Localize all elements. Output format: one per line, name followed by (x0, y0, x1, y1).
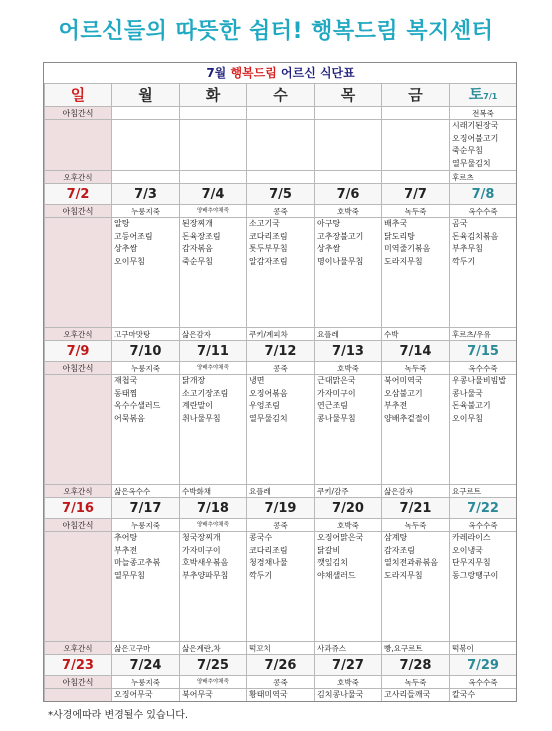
lunch-cell (382, 689, 450, 703)
dish-item: 추어탕 (114, 533, 138, 542)
dish-item: 콩나물무침 (317, 413, 356, 423)
dish-item (452, 702, 514, 703)
afternoon-snack-cell: 고구마맛탕 (112, 328, 180, 341)
dish-item: 오징어맑은국 (317, 533, 364, 542)
morning-snack-cell: 콩죽 (247, 205, 315, 218)
dish-item: 오징어불고기 (452, 133, 499, 143)
morning-snack-row (45, 107, 517, 120)
date-cell: 7/5 (247, 184, 315, 205)
afternoon-snack-cell: 빵,요구르트 (382, 642, 450, 655)
morning-snack-cell: 녹두죽 (382, 205, 450, 218)
date-row (45, 498, 517, 519)
dish-item: 콩나물국 (452, 388, 483, 398)
morning-snack-cell: 콩죽 (247, 362, 315, 375)
dish-item: 감자조림 (384, 545, 415, 555)
lunch-row (45, 689, 517, 703)
dish-item (317, 702, 379, 703)
lunch-row (45, 218, 517, 328)
lunch-cell (450, 375, 517, 485)
lunch-cell (247, 120, 315, 171)
date-cell: 7/11 (180, 341, 247, 362)
dish-item: 오이무침 (452, 413, 483, 423)
lunch-cell (45, 375, 112, 485)
date-cell: 7/10 (112, 341, 180, 362)
morning-snack-cell: 옥수수죽 (450, 362, 517, 375)
date-cell: 7/2 (45, 184, 112, 205)
afternoon-snack-cell: 요플레 (315, 328, 382, 341)
afternoon-snack-cell: 떡볶이 (450, 642, 517, 655)
morning-snack-cell: 옥수수죽 (450, 519, 517, 532)
row-label-morning-snack: 아침간식 (45, 362, 112, 375)
dish-item: 동그랑땡구이 (452, 570, 499, 580)
lunch-cell (180, 689, 247, 703)
lunch-row (45, 532, 517, 642)
lunch-cell (180, 120, 247, 171)
dish-item: 카레라이스 (452, 533, 491, 542)
afternoon-snack-cell: 쿠키/계피차 (247, 328, 315, 341)
dish-item: 상추쌈 (114, 244, 138, 253)
dish-item: 부추무침 (452, 244, 483, 253)
afternoon-snack-row (45, 485, 517, 498)
weekday-sat (450, 84, 517, 107)
date-cell: 7/16 (45, 498, 112, 519)
lunch-cell (112, 532, 180, 642)
morning-snack-cell (315, 107, 382, 120)
lunch-row (45, 120, 517, 171)
morning-snack-cell: 호박죽 (315, 519, 382, 532)
lunch-cell (315, 532, 382, 642)
lunch-cell (315, 120, 382, 171)
morning-snack-cell: 녹두죽 (382, 362, 450, 375)
dish-item: 부추전 (384, 401, 408, 410)
dish-item (249, 702, 312, 703)
morning-snack-cell: 누룽지죽 (112, 205, 180, 218)
date-row (45, 655, 517, 676)
morning-snack-cell: 옥수수죽 (450, 676, 517, 689)
dish-item: 소고기국 (249, 219, 280, 228)
dish-item: 깍두기 (249, 570, 273, 580)
dish-item: 청국장찌개 (182, 533, 221, 542)
morning-snack-cell: 양배추야채죽 (180, 519, 247, 532)
date-cell: 7/12 (247, 341, 315, 362)
date-cell: 7/6 (315, 184, 382, 205)
lunch-cell (180, 218, 247, 328)
morning-snack-cell: 녹두죽 (382, 519, 450, 532)
weekday-tue: 화 (180, 84, 247, 107)
lunch-cell (382, 375, 450, 485)
date-cell: 7/19 (247, 498, 315, 519)
morning-snack-cell: 양배추야채죽 (180, 676, 247, 689)
date-cell: 7/14 (382, 341, 450, 362)
date-cell: 7/4 (180, 184, 247, 205)
date-cell: 7/18 (180, 498, 247, 519)
title-rest: 어르신 식단표 (281, 65, 355, 80)
lunch-cell (112, 218, 180, 328)
dish-item: 오징어볶음 (249, 388, 288, 398)
dish-item: 알감자조림 (249, 256, 288, 266)
lunch-cell (45, 689, 112, 703)
dish-item: 부추전 (114, 545, 138, 555)
dish-item: 도라지무침 (384, 256, 423, 266)
morning-snack-cell (382, 107, 450, 120)
dish-item: 미역줄기볶음 (384, 244, 431, 253)
footnote: *사경에따라 변경될수 있습니다. (48, 710, 189, 721)
morning-snack-cell: 양배추야채죽 (180, 205, 247, 218)
afternoon-snack-cell: 삶은감자 (382, 485, 450, 498)
dish-item: 오이냉국 (452, 545, 483, 555)
lunch-cell (382, 532, 450, 642)
lunch-cell (247, 689, 315, 703)
lunch-cell (450, 120, 517, 171)
date-cell: 7/29 (450, 655, 517, 676)
dish-item: 도라지무침 (384, 570, 423, 580)
date-cell: 7/3 (112, 184, 180, 205)
dish-item: 시래기된장국 (452, 121, 499, 130)
row-label-afternoon-snack: 오후간식 (45, 485, 112, 498)
dish-item (114, 702, 177, 703)
dish-item: 아구탕 (317, 219, 341, 228)
dish-item: 취나물무침 (182, 413, 221, 423)
dish-item: 우엉조림 (249, 401, 280, 410)
afternoon-snack-cell: 떡꼬치 (247, 642, 315, 655)
dish-item: 재첩국 (114, 376, 138, 385)
weekday-fri: 금 (382, 84, 450, 107)
dish-item: 고등어조림 (114, 231, 153, 241)
morning-snack-row (45, 519, 517, 532)
morning-snack-cell (247, 107, 315, 120)
morning-snack-cell: 콩죽 (247, 519, 315, 532)
morning-snack-cell (180, 107, 247, 120)
date-cell: 7/28 (382, 655, 450, 676)
page-headline: 어르신들의 따뜻한 쉼터! 행복드림 복지센터 (58, 19, 494, 44)
dish-item: 마늘종고추볶 (114, 558, 161, 567)
dish-item: 단무지무침 (452, 558, 491, 567)
date-cell: 7/8 (450, 184, 517, 205)
date-row (45, 341, 517, 362)
lunch-cell (315, 689, 382, 703)
lunch-cell (315, 218, 382, 328)
dish-item: 우콩나물비빔밥 (452, 376, 507, 385)
weekday-sat-date: 7/1 (483, 91, 498, 101)
row-label-afternoon-snack: 오후간식 (45, 328, 112, 341)
date-cell: 7/17 (112, 498, 180, 519)
morning-snack-row (45, 205, 517, 218)
dish-item: 열무물김치 (452, 158, 491, 168)
morning-snack-cell: 호박죽 (315, 676, 382, 689)
row-label-afternoon-snack: 오후간식 (45, 642, 112, 655)
afternoon-snack-row (45, 328, 517, 341)
dish-item: 어묵볶음 (114, 413, 145, 423)
lunch-cell (247, 532, 315, 642)
dish-item: 북어미역국 (384, 376, 423, 385)
row-label-morning-snack: 아침간식 (45, 676, 112, 689)
dish-item: 칼국수 (452, 690, 476, 699)
date-cell: 7/24 (112, 655, 180, 676)
lunch-cell (45, 532, 112, 642)
lunch-cell (382, 120, 450, 171)
dish-item: 알탕 (114, 219, 130, 228)
lunch-cell (112, 689, 180, 703)
dish-item: 황태미역국 (249, 690, 288, 699)
dish-item: 열무무침 (114, 570, 145, 580)
row-label-morning-snack: 아침간식 (45, 519, 112, 532)
afternoon-snack-cell (247, 171, 315, 184)
dish-item: 배추국 (384, 219, 408, 228)
dish-item: 근대맑은국 (317, 376, 356, 385)
lunch-cell (112, 375, 180, 485)
afternoon-snack-cell: 수박 (382, 328, 450, 341)
dish-item: 돈육김치볶음 (452, 231, 499, 241)
weekday-sun: 일 (45, 84, 112, 107)
morning-snack-cell (112, 107, 180, 120)
dish-item: 오삼불고기 (384, 388, 423, 398)
dish-item: 감자볶음 (182, 244, 213, 253)
date-cell: 7/23 (45, 655, 112, 676)
dish-item: 곰국 (452, 219, 468, 228)
dish-item: 가자미구이 (182, 545, 221, 555)
morning-snack-cell: 호박죽 (315, 362, 382, 375)
dish-item: 코다리조림 (249, 231, 288, 241)
afternoon-snack-cell: 사과쥬스 (315, 642, 382, 655)
afternoon-snack-cell: 삶은옥수수 (112, 485, 180, 498)
date-cell: 7/7 (382, 184, 450, 205)
dish-item (384, 702, 447, 703)
dish-item (182, 702, 244, 703)
dish-item: 열무물김치 (249, 413, 288, 423)
row-label-afternoon-snack: 오후간식 (45, 171, 112, 184)
lunch-cell (247, 218, 315, 328)
dish-item: 동태찜 (114, 388, 138, 398)
date-cell: 7/13 (315, 341, 382, 362)
afternoon-snack-cell: 후르츠 (450, 171, 517, 184)
afternoon-snack-cell: 삶은계란,차 (180, 642, 247, 655)
morning-snack-cell: 호박죽 (315, 205, 382, 218)
dish-item: 양배추겉절이 (384, 413, 431, 423)
row-label-morning-snack: 아침간식 (45, 107, 112, 120)
lunch-row (45, 375, 517, 485)
date-row (45, 184, 517, 205)
dish-item: 코다리조림 (249, 545, 288, 555)
dish-item: 닭도리탕 (384, 231, 415, 241)
morning-snack-cell: 전복죽 (450, 107, 517, 120)
date-cell: 7/27 (315, 655, 382, 676)
title-brand: 행복드림 (230, 65, 277, 80)
weekday-mon: 월 (112, 84, 180, 107)
afternoon-snack-cell (180, 171, 247, 184)
date-cell: 7/15 (450, 341, 517, 362)
date-cell: 7/22 (450, 498, 517, 519)
lunch-cell (450, 689, 517, 703)
dish-item: 소고기장조림 (182, 388, 229, 398)
morning-snack-row (45, 676, 517, 689)
afternoon-snack-row (45, 642, 517, 655)
lunch-cell (382, 218, 450, 328)
dish-item: 닭갈비 (317, 545, 341, 555)
morning-snack-cell: 누룽지죽 (112, 519, 180, 532)
afternoon-snack-cell: 요구르트 (450, 485, 517, 498)
dish-item: 김치콩나물국 (317, 690, 364, 699)
dish-item: 청경채나물 (249, 558, 288, 567)
dish-item: 상추쌈 (317, 244, 341, 253)
morning-snack-cell: 양배추야채죽 (180, 362, 247, 375)
afternoon-snack-row (45, 171, 517, 184)
lunch-cell (112, 120, 180, 171)
afternoon-snack-cell (112, 171, 180, 184)
dish-item: 열치전과류볶음 (384, 558, 439, 567)
dish-item: 부추양파무침 (182, 570, 229, 580)
menu-card (43, 62, 517, 702)
weekday-header-row (45, 84, 517, 107)
lunch-cell (45, 120, 112, 171)
dish-item: 오이무침 (114, 256, 145, 266)
date-cell: 7/26 (247, 655, 315, 676)
dish-item: 고추장불고기 (317, 231, 364, 241)
dish-item: 호박새우볶음 (182, 558, 229, 567)
morning-snack-cell: 옥수수죽 (450, 205, 517, 218)
dish-item: 콩국수 (249, 533, 273, 542)
afternoon-snack-cell: 요플레 (247, 485, 315, 498)
lunch-cell (315, 375, 382, 485)
weekday-sat-label: 토 (468, 84, 484, 103)
dish-item: 연근조림 (317, 401, 348, 410)
afternoon-snack-cell: 삶은감자 (180, 328, 247, 341)
morning-snack-cell: 누룽지죽 (112, 676, 180, 689)
morning-snack-cell: 콩죽 (247, 676, 315, 689)
dish-item: 고사리들깨국 (384, 690, 431, 699)
dish-item: 죽순무침 (452, 146, 483, 155)
lunch-cell (450, 532, 517, 642)
lunch-cell (180, 375, 247, 485)
row-label-morning-snack: 아침간식 (45, 205, 112, 218)
dish-item: 계란말이 (182, 401, 213, 410)
lunch-cell (45, 218, 112, 328)
afternoon-snack-cell: 삶은고구마 (112, 642, 180, 655)
afternoon-snack-cell (382, 171, 450, 184)
dish-item: 명이나물무침 (317, 256, 364, 266)
morning-snack-cell: 누룽지죽 (112, 362, 180, 375)
dish-item: 깍두기 (452, 256, 476, 266)
weekday-wed: 수 (247, 84, 315, 107)
dish-item: 삼계탕 (384, 533, 408, 542)
afternoon-snack-cell: 후르츠/우유 (450, 328, 517, 341)
afternoon-snack-cell: 쿠키/감주 (315, 485, 382, 498)
date-cell: 7/21 (382, 498, 450, 519)
title-month: 7월 (206, 65, 227, 80)
dish-item: 오징어무국 (114, 690, 153, 699)
dish-item: 닭개장 (182, 376, 206, 385)
dish-item: 죽순무침 (182, 256, 213, 266)
afternoon-snack-cell: 수박화채 (180, 485, 247, 498)
dish-item: 야채샐러드 (317, 570, 356, 580)
dish-item: 깻잎김치 (317, 558, 348, 567)
lunch-cell (247, 375, 315, 485)
dish-item: 된장찌개 (182, 219, 213, 228)
dish-item: 가자미구이 (317, 388, 356, 398)
meal-calendar-table (44, 63, 517, 702)
lunch-cell (180, 532, 247, 642)
weekday-thu: 목 (315, 84, 382, 107)
morning-snack-cell: 녹두죽 (382, 676, 450, 689)
dish-item: 톳두부무침 (249, 244, 288, 253)
lunch-cell (450, 218, 517, 328)
dish-item: 돈육불고기 (452, 401, 491, 410)
dish-item: 옥수수샐러드 (114, 401, 161, 410)
table-title-row (45, 63, 517, 84)
dish-item: 냉면 (249, 376, 265, 385)
date-cell: 7/20 (315, 498, 382, 519)
table-title (45, 63, 517, 84)
afternoon-snack-cell (315, 171, 382, 184)
dish-item: 북어무국 (182, 690, 213, 699)
date-cell: 7/9 (45, 341, 112, 362)
date-cell: 7/25 (180, 655, 247, 676)
morning-snack-row (45, 362, 517, 375)
dish-item: 돈육장조림 (182, 231, 221, 241)
